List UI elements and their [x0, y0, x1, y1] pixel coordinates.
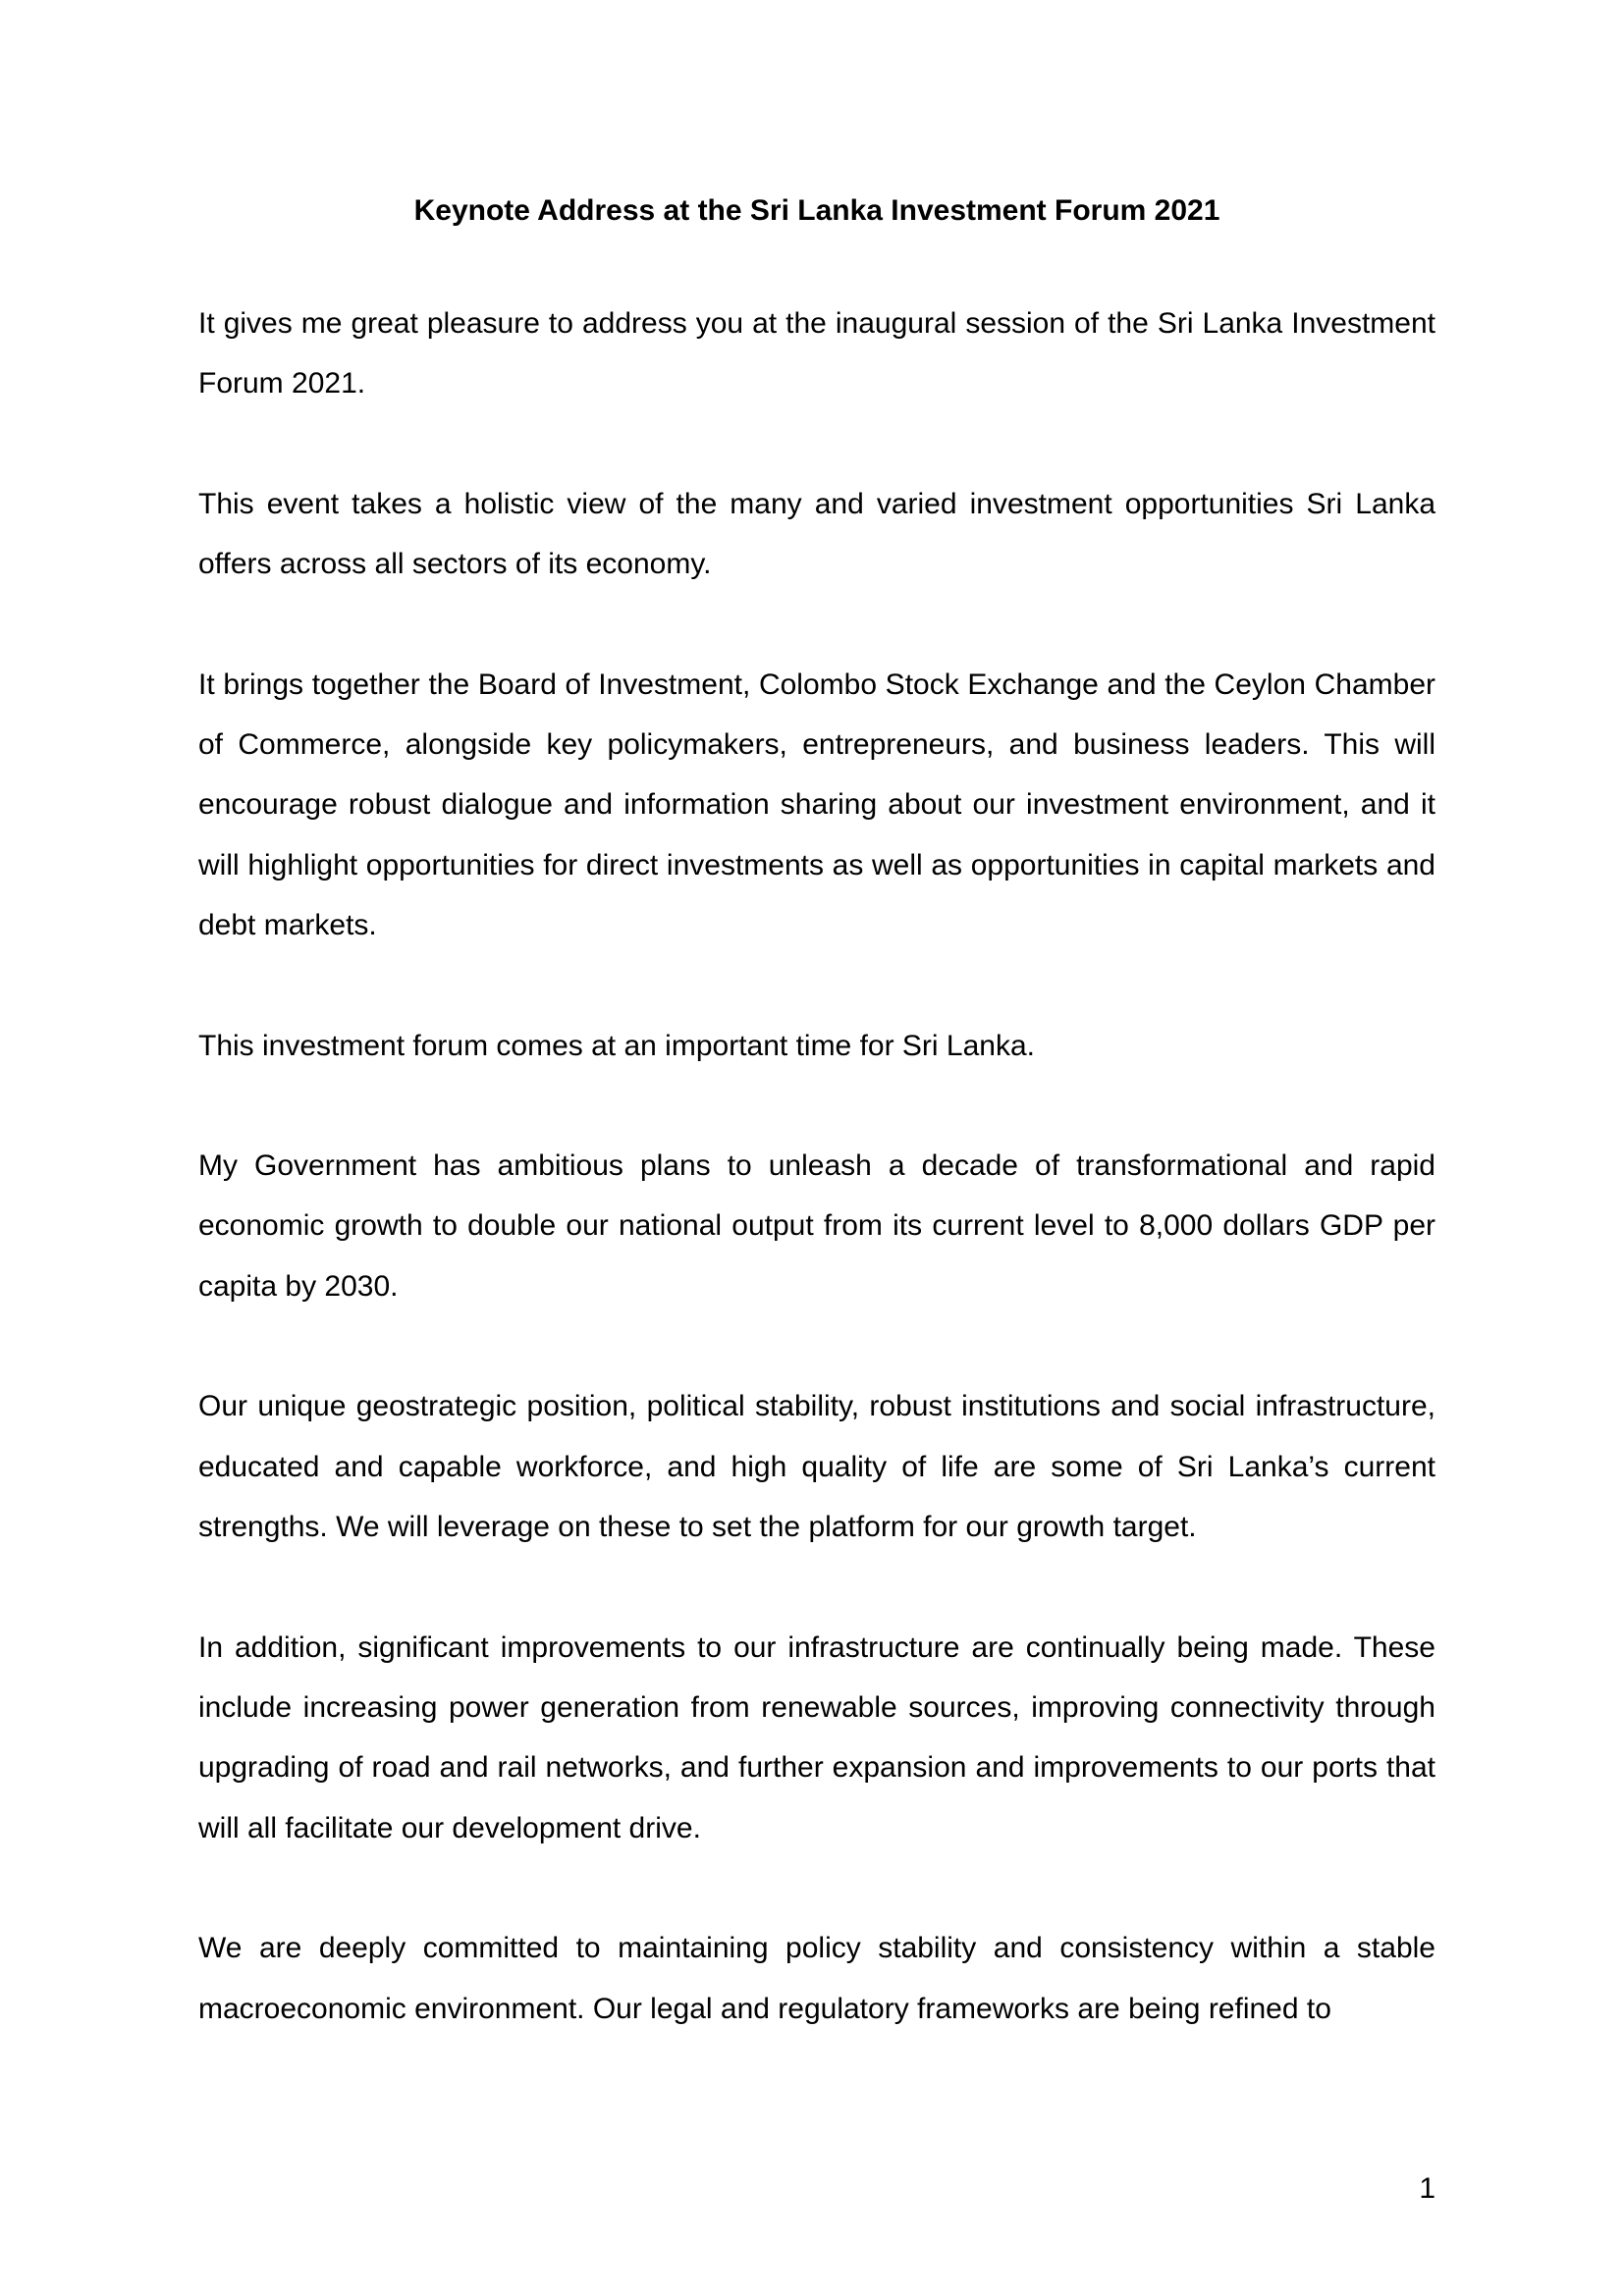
paragraph: My Government has ambitious plans to unleash a decade of transformational and rapid economic growth to double our national output from its current level to 8,000 dollars GDP per capita by 2030. — [198, 1149, 1435, 1303]
paragraph-continued: We are deeply committed to maintaining policy stability and consistency within a stable macroeconomic environment. Our legal and regulatory frameworks are being refined to — [198, 1932, 1435, 2025]
paragraph: This event takes a holistic view of the many and varied investment opportunities Sri Lanka offers across all sectors of its economy. — [198, 487, 1435, 581]
document-title: Keynote Address at the Sri Lanka Investment Forum 2021 — [413, 194, 1220, 227]
page-number: 1 — [1419, 2172, 1435, 2205]
document-body — [198, 191, 1435, 2099]
paragraph: It gives me great pleasure to address you at the inaugural session of the Sri Lanka Investment Forum 2021. — [198, 307, 1435, 400]
paragraph: It brings together the Board of Investment, Colombo Stock Exchange and the Ceylon Chamber of Commerce, alongside key policymakers, entrepreneurs, and business leaders. This will encourage robust dialogue and information sharing about our investment environment, and it will highlight opportunities for direct investments as well as opportunities in capital markets and debt markets. — [198, 667, 1435, 942]
paragraph: This investment forum comes at an important time for Sri Lanka. — [198, 1029, 1035, 1062]
paragraph: Our unique geostrategic position, political stability, robust institutions and social infrastructure, educated and capable workforce, and high quality of life are some of Sri Lanka’s current strengths. We will leverage on these to set the platform for our growth target. — [198, 1390, 1435, 1544]
paragraph: In addition, significant improvements to our infrastructure are continually being made. These include increasing power generation from renewable sources, improving connectivity through upgrading of road and rail networks, and further expansion and improvements to our ports that will all facilitate our development drive. — [198, 1630, 1435, 1844]
